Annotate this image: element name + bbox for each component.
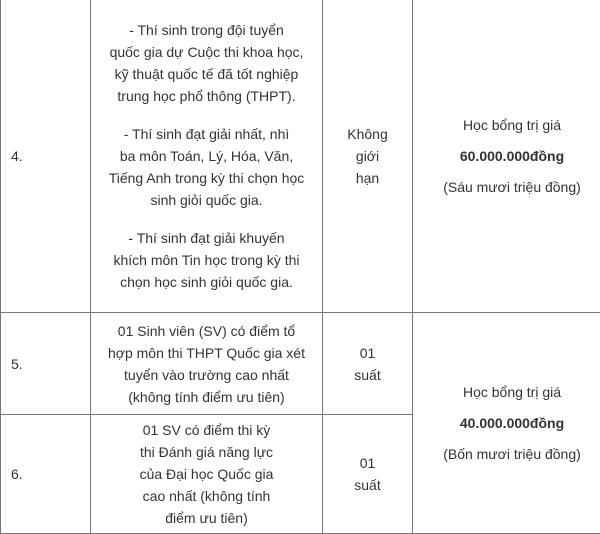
criteria-line: 01 SV có điểm thi kỳ — [91, 419, 322, 441]
criteria-line: - Thí sinh đạt giải nhất, nhì — [91, 123, 322, 145]
award-cell — [413, 313, 600, 534]
criteria-line: Tiếng Anh trong kỳ thi chọn học — [91, 167, 322, 189]
criteria-line: khích môn Tin học trong kỳ thi — [91, 249, 322, 271]
criteria-line: ba môn Toán, Lý, Hóa, Văn, — [91, 145, 322, 167]
criteria-line: cao nhất (không tính — [91, 485, 322, 507]
criteria-cell — [91, 0, 323, 313]
row-number: 6. — [1, 415, 91, 534]
quantity-line: suất — [323, 474, 412, 496]
award-title: Học bổng trị giá — [413, 381, 600, 403]
criteria-line: sinh giỏi quốc gia. — [91, 189, 322, 211]
award-amount-in-words: (Sáu mươi triệu đồng) — [413, 176, 600, 198]
criteria-line: trung học phổ thông (THPT). — [91, 85, 322, 107]
criteria-line: (không tính điểm ưu tiên) — [91, 386, 322, 408]
criteria-line: của Đại học Quốc gia — [91, 463, 322, 485]
quantity-line: suất — [323, 364, 412, 386]
award-amount-in-words: (Bốn mươi triệu đồng) — [413, 443, 600, 465]
quantity-line: hạn — [323, 167, 412, 189]
criteria-line: 01 Sinh viên (SV) có điểm tổ — [91, 320, 322, 342]
quantity-cell — [323, 0, 413, 313]
criteria-line: điểm ưu tiên) — [91, 507, 322, 529]
criteria-paragraph — [91, 123, 322, 211]
criteria-line: tuyển vào trường cao nhất — [91, 364, 322, 386]
quantity-line: giới — [323, 145, 412, 167]
criteria-line: kỹ thuật quốc tế đã tốt nghiệp — [91, 63, 322, 85]
criteria-line: chọn học sinh giỏi quốc gia. — [91, 271, 322, 293]
row-number: 4. — [1, 0, 91, 313]
quantity-cell — [323, 415, 413, 534]
quantity-line: 01 — [323, 342, 412, 364]
criteria-line: hợp môn thi THPT Quốc gia xét — [91, 342, 322, 364]
award-cell — [413, 0, 600, 313]
criteria-cell — [91, 313, 323, 415]
quantity-line: 01 — [323, 452, 412, 474]
criteria-cell — [91, 415, 323, 534]
criteria-line: thi Đánh giá năng lực — [91, 441, 322, 463]
criteria-line: - Thí sinh đạt giải khuyến — [91, 227, 322, 249]
row-number: 5. — [1, 313, 91, 415]
criteria-paragraph — [91, 227, 322, 293]
quantity-line: Không — [323, 123, 412, 145]
award-amount: 60.000.000đồng — [413, 145, 600, 167]
table-row — [1, 0, 600, 313]
criteria-line: - Thí sinh trong đội tuyển — [91, 19, 322, 41]
award-title: Học bổng trị giá — [413, 114, 600, 136]
award-amount: 40.000.000đồng — [413, 412, 600, 434]
criteria-line: quốc gia dự Cuộc thi khoa học, — [91, 41, 322, 63]
criteria-paragraph — [91, 19, 322, 107]
table-row — [1, 313, 600, 415]
quantity-cell — [323, 313, 413, 415]
